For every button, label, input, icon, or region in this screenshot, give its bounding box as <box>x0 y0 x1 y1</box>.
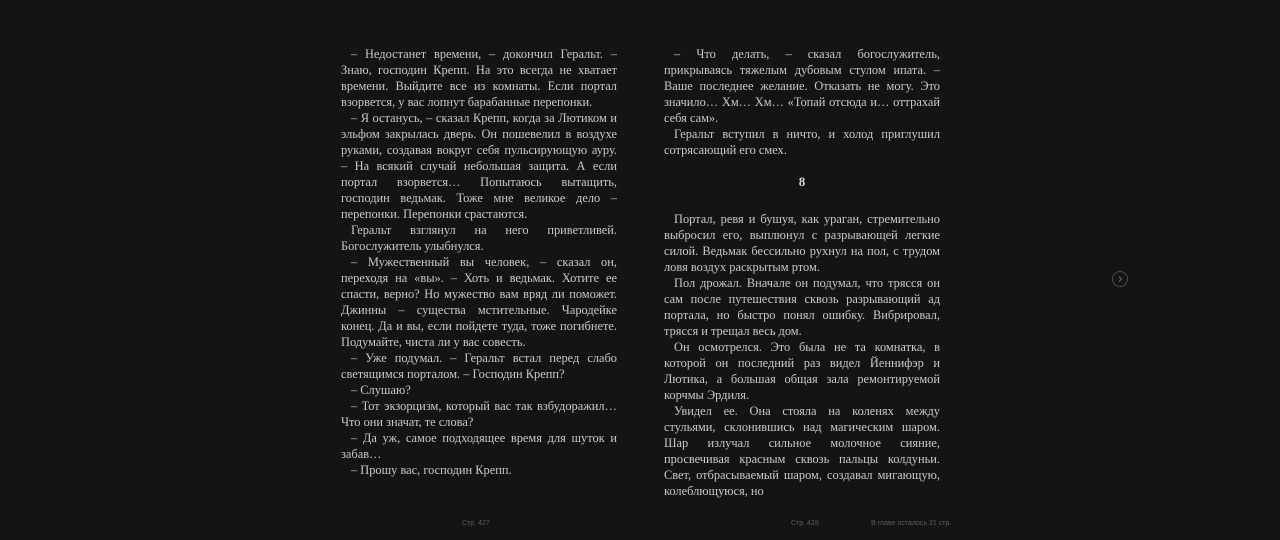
paragraph: Увидел ее. Она стояла на коленях между стульями, склонившись над магическим шаром. Шар излучал сильное молочное сияние, просвечивая красным сквозь пальцы колдуньи. Свет, отбрасываемый шаром, создавал мигающую, колеблющуюся, но <box>664 404 940 498</box>
paragraph: – Я останусь, – сказал Крепп, когда за Лютиком и эльфом закрылась дверь. Он пошевелил в воздухе руками, создавая вокруг себя пульсирующую ауру. – На всякий случай небольшая защита. А если портал взорвется… Попытаюсь вытащить, господин ведьмак. Тоже мне великое дело – перепонки. Перепонки срастаются. <box>341 111 617 221</box>
chapter-number: 8 <box>798 174 806 189</box>
paragraph: – Мужественный вы человек, – сказал он, переходя на «вы». – Хоть и ведьмак. Хотите ее спасти, верно? Но мужество вам вряд ли поможет. Джинны – существа мстительные. Чародейке конец. Да и вы, если пойдете туда, тоже погибнете. Подумайте, чиста ли у вас совесть. <box>341 255 617 349</box>
paragraph: Пол дрожал. Вначале он подумал, что трясся он сам после путешествия сквозь разрывающий ад портала, но быстро понял ошибку. Вибрировал, трясся и трещал весь дом. <box>664 276 940 338</box>
paragraph: – Недостанет времени, – докончил Геральт. – Знаю, господин Крепп. На это всегда не хватает времени. Выйдите все из комнаты. Если портал взорвется, у вас лопнут барабанные перепонки. <box>341 47 617 109</box>
paragraph: – Да уж, самое подходящее время для шуток и забав… <box>341 431 617 461</box>
page-number-left: Стр. 427 <box>462 520 490 527</box>
paragraph: Геральт вступил в ничто, и холод приглушил сотрясающий его смех. <box>664 127 940 157</box>
left-page <box>341 46 617 478</box>
paragraph: Геральт взглянул на него приветливей. Богослужитель улыбнулся. <box>341 223 617 253</box>
paragraph: – Что делать, – сказал богослужитель, прикрываясь тяжелым дубовым стулом ипата. – Ваше последнее желание. Отказать не могу. Это значило… Хм… Хм… «Топай отсюда и… оттрахай себя сам». <box>664 47 940 125</box>
paragraph: – Прошу вас, господин Крепп. <box>351 463 512 477</box>
right-page <box>664 46 940 499</box>
chapter-remaining-label: В главе осталось 21 стр. <box>871 520 952 527</box>
next-page-button[interactable] <box>1112 271 1128 287</box>
paragraph: Он осмотрелся. Это была не та комнатка, в которой он последний раз видел Йеннифэр и Лютика, а большая общая зала ремонтируемой корчмы Эрдиля. <box>664 340 940 402</box>
paragraph: – Слушаю? <box>351 383 411 397</box>
paragraph: – Уже подумал. – Геральт встал перед слабо светящимся порталом. – Господин Крепп? <box>341 351 617 381</box>
paragraph: Портал, ревя и бушуя, как ураган, стремительно выбросил его, выплюнул с разрывающей легкие силой. Ведьмак бессильно рухнул на пол, с трудом ловя воздух раскрытым ртом. <box>664 212 940 274</box>
chevron-right-icon <box>1116 275 1124 283</box>
page-number-right: Стр. 428 <box>791 520 819 527</box>
paragraph: – Тот экзорцизм, который вас так взбудоражил… Что они значат, те слова? <box>341 399 617 429</box>
